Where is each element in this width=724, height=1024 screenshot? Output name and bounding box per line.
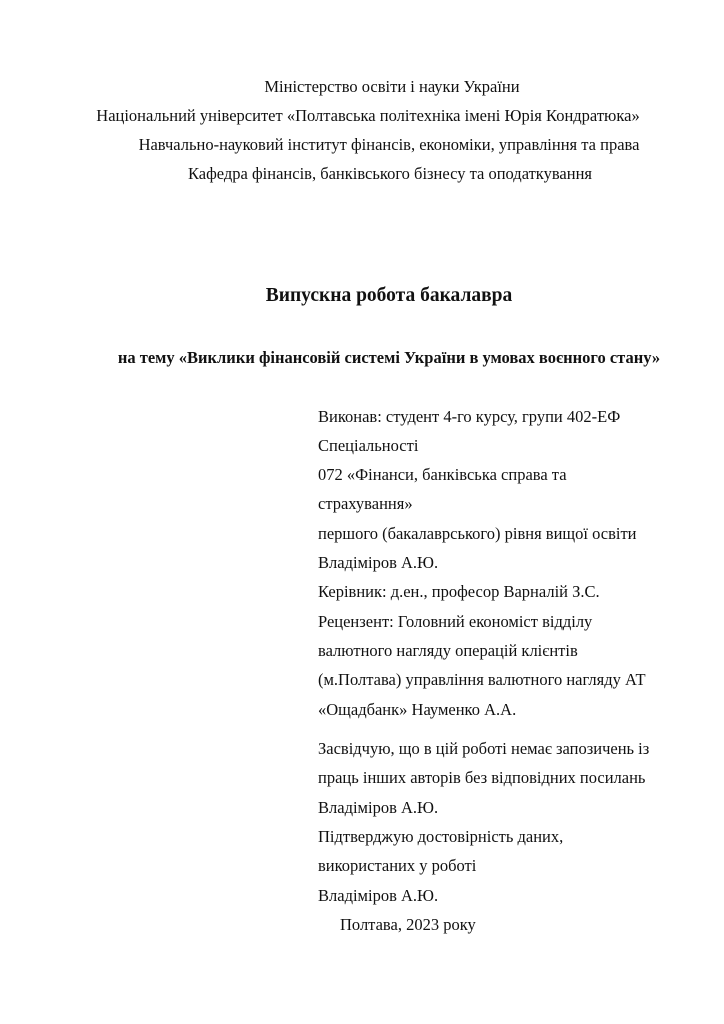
- ministry-line: Міністерство освіти і науки України: [264, 77, 520, 96]
- author-line: валютного нагляду операцій клієнтів: [318, 641, 578, 660]
- statement-line: Владіміров А.Ю.: [318, 798, 439, 817]
- author-line: Керівник: д.ен., професор Варналій З.С.: [318, 582, 600, 601]
- statement-line: Засвідчую, що в цій роботі немає запозичень із: [318, 739, 650, 758]
- statement-line: Підтверджую достовірність даних,: [318, 827, 564, 846]
- author-line: Спеціальності: [318, 436, 419, 455]
- place-year: Полтава, 2023 року: [340, 915, 476, 934]
- author-line: першого (бакалаврського) рівня вищої освіти: [318, 524, 637, 543]
- department-line: Кафедра фінансів, банківського бізнесу та оподаткування: [187, 164, 592, 183]
- author-line: (м.Полтава) управління валютного нагляду АТ: [318, 670, 646, 689]
- statement-line: використаних у роботі: [318, 856, 477, 875]
- author-line: Владіміров А.Ю.: [318, 553, 439, 572]
- university-line: Національний університет «Полтавська політехніка імені Юрія Кондратюка»: [96, 106, 640, 125]
- document-title: Випускна робота бакалавра: [265, 285, 513, 306]
- statement-line: праць інших авторів без відповідних посилань: [318, 768, 646, 787]
- thesis-topic: на тему «Виклики фінансовій системі України в умовах воєнного стану»: [117, 348, 661, 367]
- institute-line: Навчально-науковий інститут фінансів, економіки, управління та права: [138, 135, 640, 154]
- author-line: страхування»: [318, 494, 413, 513]
- author-line: Виконав: студент 4-го курсу, групи 402-ЕФ: [318, 407, 621, 426]
- author-line: Рецензент: Головний економіст відділу: [318, 612, 593, 631]
- author-line: «Ощадбанк» Науменко А.А.: [318, 700, 517, 719]
- author-line: 072 «Фінанси, банківська справа та: [318, 465, 567, 484]
- statement-line: Владіміров А.Ю.: [318, 886, 439, 905]
